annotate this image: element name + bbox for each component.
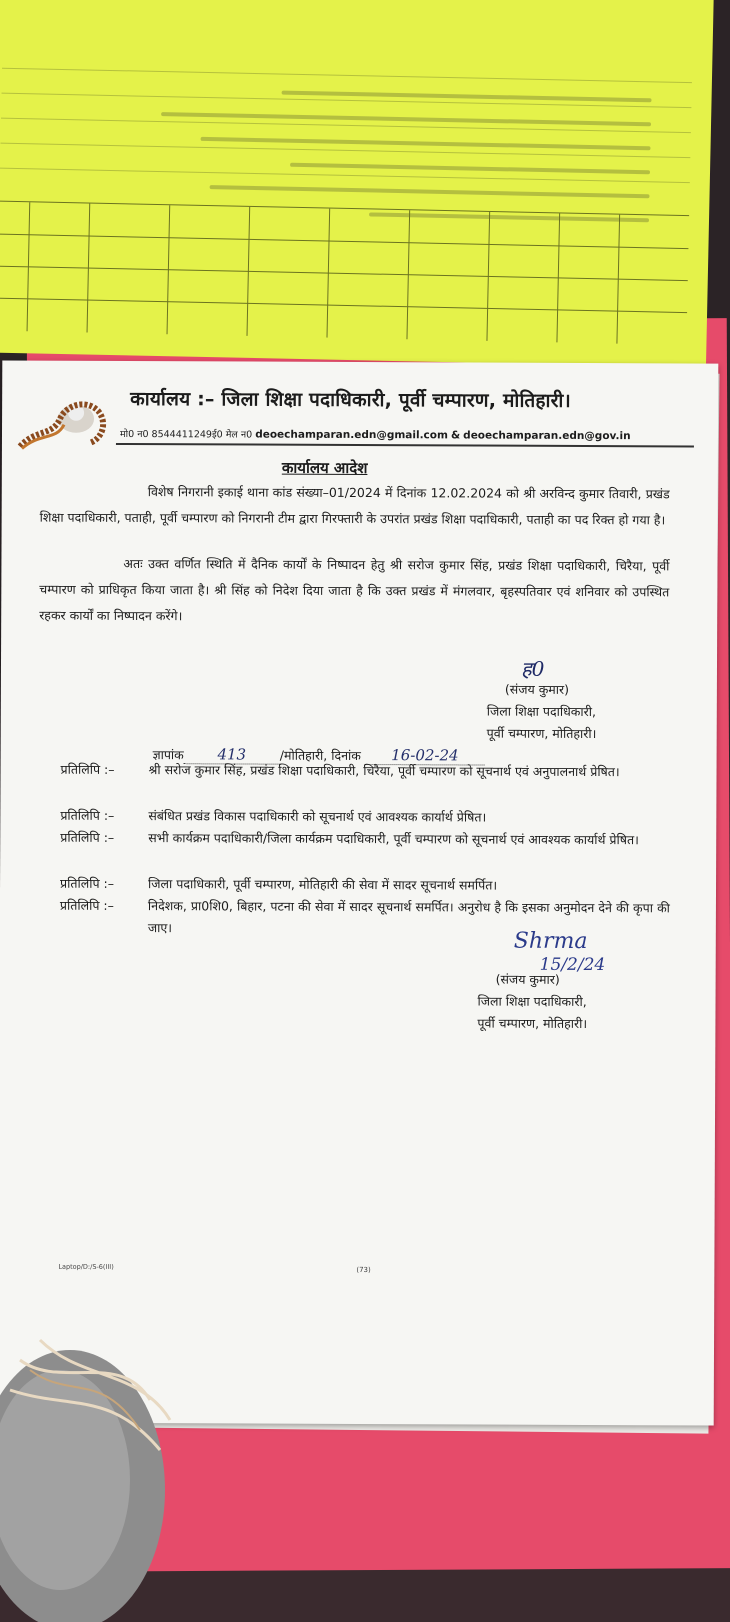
signature-block-2 [477, 969, 587, 1035]
yarn-tassel [0, 1330, 200, 1622]
signatory-designation: जिला शिक्षा पदाधिकारी, [486, 703, 596, 720]
contact-line [120, 427, 631, 442]
memo-number: 413 [184, 745, 280, 764]
memo-date: 16-02-24 [365, 746, 485, 766]
page-number: (73) [356, 1265, 371, 1275]
footer-file-path: Laptop/D:/S-6(III) [58, 1262, 114, 1271]
copy-text: जिला पदाधिकारी, पूर्वी चम्पारण, मोतिहारी की सेवा में सादर सूचनार्थ समर्पित। [148, 876, 498, 893]
memo-label: ज्ञापांक [152, 747, 184, 763]
email-primary: deoechamparan.edn@gmail.com [255, 428, 448, 442]
copy-text: सभी कार्यक्रम पदाधिकारी/जिला कार्यक्रम पदाधिकारी, पूर्वी चम्पारण को सूचनार्थ एवं आवश्यक कार्यार्थ प्रेषित। [148, 830, 639, 848]
handwritten-signature: Shrma [513, 928, 588, 955]
yellow-sheet [0, 0, 714, 367]
emblem-logo [16, 389, 116, 453]
signatory-name: (संजय कुमार) [504, 681, 570, 697]
order-paragraph-2: अतः उक्त वर्णित स्थिति में दैनिक कार्यों के निष्पादन हेतु श्री सरोज कुमार सिंह, प्रखंड शिक्षा पदाधिकारी, चिरैया, पूर्वी चम्पारण को प्राधिकृत किया जाता है। श्री सिंह को निदेश दिया जाता है कि उक्त प्रखंड में मंगलवार, बृहस्पतिवार एवं शनिवार को उपस्थित रहकर कार्यों का निष्पादन करेंगे। [39, 555, 670, 624]
order-paragraph-1: विशेष निगरानी इकाई थाना कांड संख्या–01/2024 में दिनांक 12.02.2024 को श्री अरविन्द कुमार तिवारी, प्रखंड शिक्षा पदाधिकारी, पताही, पूर्वी चम्पारण को निगरानी टीम द्वारा गिरफ्तारी के उपरांत प्रखंड शिक्षा पदाधिकारी, पताही का पद रिक्त हो गया है। [39, 484, 670, 528]
copy-entry [60, 805, 670, 830]
copy-label: प्रतिलिपि :– [60, 761, 115, 777]
signature-date: 15/2/24 [539, 954, 606, 976]
copy-label: प्रतिलिपि :– [60, 829, 115, 845]
office-order-document [0, 360, 718, 1425]
signatory-location: पूर्वी चम्पारण, मोतिहारी। [477, 1015, 588, 1032]
signature-initial: ह0 [520, 656, 545, 681]
signatory-designation: जिला शिक्षा पदाधिकारी, [477, 993, 587, 1009]
memo-place: /मोतिहारी, दिनांक [279, 747, 361, 764]
yellow-sheet-table [0, 200, 689, 345]
copy-text: निदेशक, प्रा0शि0, बिहार, पटना की सेवा में सादर सूचनार्थ समर्पित। अनुरोध है कि इसका अनुमोदन देने की कृपा की जाए। [147, 898, 670, 936]
office-title: कार्यालय :– जिला शिक्षा पदाधिकारी, पूर्वी चम्पारण, मोतिहारी। [130, 388, 571, 412]
email-secondary: deoechamparan.edn@gov.in [463, 429, 631, 443]
copy-entry [60, 873, 670, 898]
copy-text: संबंधित प्रखंड विकास पदाधिकारी को सूचनार्थ एवं आवश्यक कार्यार्थ प्रेषित। [148, 808, 487, 825]
copy-entry [60, 827, 670, 852]
contact-prefix: मो0 न0 8544411249ई0 मेल न0 [119, 428, 253, 441]
order-heading: कार्यालय आदेश [281, 458, 368, 478]
signature-block-1 [487, 679, 597, 745]
copy-label: प्रतिलिपि :– [60, 807, 115, 823]
signatory-location: पूर्वी चम्पारण, मोतिहारी। [486, 725, 597, 742]
signatory-name: (संजय कुमार) [495, 971, 560, 987]
copy-entry [60, 759, 670, 784]
copy-text: श्री सरोज कुमार सिंह, प्रखंड शिक्षा पदाधिकारी, चिरैया, पूर्वी चम्पारण को सूचनार्थ एवं अनुपालनार्थ प्रेषित। [148, 762, 620, 780]
email-separator: & [450, 429, 461, 442]
yellow-sheet-ruled-lines [0, 68, 692, 207]
copy-label: प्रतिलिपि :– [60, 875, 115, 891]
header-divider [116, 443, 694, 448]
copy-label: प्रतिलिपि :– [59, 897, 114, 913]
